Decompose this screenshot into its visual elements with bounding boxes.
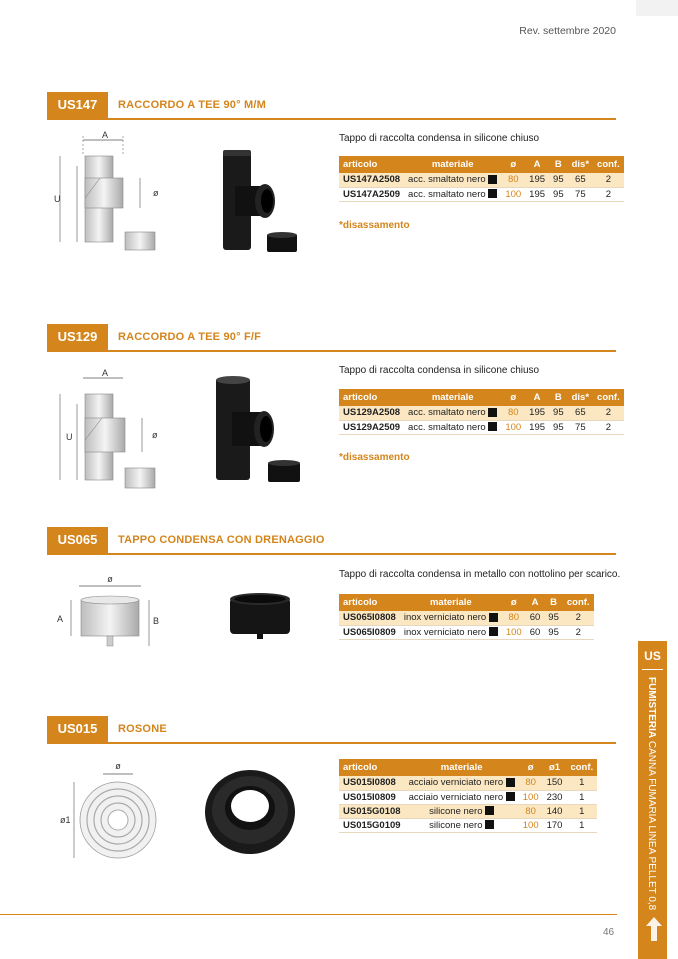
category-side-tab — [638, 641, 667, 959]
dim-diameter-label: ø — [152, 430, 158, 440]
footnote: *disassamento — [339, 220, 410, 231]
article-code: US129A2508 — [339, 406, 404, 420]
b-cell: 95 — [544, 625, 563, 639]
rosette-technical-drawing — [58, 760, 168, 865]
column-header: conf. — [593, 156, 624, 173]
diameter-cell: 80 — [519, 776, 543, 790]
column-header: articolo — [339, 594, 400, 611]
dim-a-label: A — [57, 614, 64, 624]
product-description: Tappo di raccolta condensa in silicone chiuso — [339, 365, 540, 376]
table-row — [339, 625, 594, 639]
conf-cell: 1 — [566, 804, 597, 818]
table-row — [339, 611, 594, 625]
category-name: CANNA FUMARIA LINEA PELLET 0,8 — [646, 740, 657, 911]
section-header — [47, 716, 616, 744]
column-header: conf. — [566, 759, 597, 776]
tee-technical-drawing — [50, 368, 170, 493]
column-header: materiale — [400, 594, 502, 611]
color-swatch — [485, 806, 494, 815]
article-code: US065I0808 — [339, 611, 400, 625]
cap-product-photo — [228, 590, 293, 640]
article-code: US065I0809 — [339, 625, 400, 639]
table-row — [339, 406, 624, 420]
color-swatch — [506, 792, 515, 801]
section-title: RACCORDO A TEE 90° M/M — [118, 99, 266, 111]
column-header: conf. — [593, 389, 624, 406]
conf-cell: 2 — [593, 406, 624, 420]
material-cell: acciaio verniciato nero — [405, 776, 519, 790]
dim-b-label: B — [153, 616, 160, 626]
column-header: dis* — [568, 389, 593, 406]
rosette-product-photo — [203, 768, 298, 858]
table-row — [339, 818, 597, 832]
material-cell: acc. smaltato nero — [404, 187, 501, 201]
tee-product-photo — [215, 150, 305, 255]
column-header: dis* — [568, 156, 593, 173]
column-header: materiale — [405, 759, 519, 776]
dim-diameter-label: ø — [107, 574, 113, 584]
column-header: A — [525, 389, 549, 406]
section-code: US065 — [47, 527, 108, 553]
section-header — [47, 92, 616, 120]
revision-label: Rev. settembre 2020 — [519, 25, 616, 37]
dim-diameter-label: ø — [153, 188, 159, 198]
section-us129 — [47, 324, 616, 352]
a-cell: 60 — [526, 625, 545, 639]
section-title: TAPPO CONDENSA CON DRENAGGIO — [118, 534, 325, 546]
dis-cell: 75 — [568, 420, 593, 434]
table-row — [339, 173, 624, 187]
a-cell: 195 — [525, 187, 549, 201]
section-code: US129 — [47, 324, 108, 350]
column-header: B — [549, 389, 568, 406]
material-cell: inox verniciato nero — [400, 625, 502, 639]
column-header: A — [526, 594, 545, 611]
column-header: B — [544, 594, 563, 611]
corner-box — [636, 0, 678, 16]
column-header: conf. — [563, 594, 594, 611]
footnote: *disassamento — [339, 452, 410, 463]
color-swatch — [488, 408, 497, 417]
material-cell: acc. smaltato nero — [404, 406, 501, 420]
table-row — [339, 187, 624, 201]
up-arrow-icon — [646, 917, 662, 941]
table-row — [339, 420, 624, 434]
d1-cell: 140 — [543, 804, 567, 818]
diameter-cell: 80 — [501, 406, 525, 420]
column-header: articolo — [339, 759, 405, 776]
dim-a-label: A — [101, 368, 109, 378]
tee-product-photo — [212, 376, 307, 486]
conf-cell: 1 — [566, 790, 597, 804]
a-cell: 195 — [525, 406, 549, 420]
article-code: US129A2509 — [339, 420, 404, 434]
section-header — [47, 527, 616, 555]
dis-cell: 75 — [568, 187, 593, 201]
article-code: US015I0809 — [339, 790, 405, 804]
diameter-cell: 100 — [502, 625, 526, 639]
column-header: ø1 — [543, 759, 567, 776]
diameter-cell: 100 — [519, 818, 543, 832]
cap-technical-drawing — [55, 572, 170, 662]
side-tab-code: US — [644, 649, 661, 663]
conf-cell: 2 — [593, 420, 624, 434]
column-header: materiale — [404, 156, 501, 173]
a-cell: 195 — [525, 173, 549, 187]
color-swatch — [485, 820, 494, 829]
conf-cell: 2 — [563, 625, 594, 639]
column-header: A — [525, 156, 549, 173]
material-cell: inox verniciato nero — [400, 611, 502, 625]
column-header: articolo — [339, 389, 404, 406]
a-cell: 60 — [526, 611, 545, 625]
category-bold: FUMISTERIA — [646, 677, 657, 739]
d1-cell: 230 — [543, 790, 567, 804]
section-us015 — [47, 716, 616, 744]
dis-cell: 65 — [568, 406, 593, 420]
dim-u-label: U — [54, 194, 61, 204]
diameter-cell: 100 — [501, 420, 525, 434]
b-cell: 95 — [549, 187, 568, 201]
section-us147 — [47, 92, 616, 120]
section-code: US015 — [47, 716, 108, 742]
table-row — [339, 804, 597, 818]
column-header: articolo — [339, 156, 404, 173]
column-header: ø — [502, 594, 526, 611]
conf-cell: 1 — [566, 818, 597, 832]
article-code: US015G0108 — [339, 804, 405, 818]
b-cell: 95 — [549, 420, 568, 434]
diameter-cell: 80 — [519, 804, 543, 818]
a-cell: 195 — [525, 420, 549, 434]
dim-diameter-label: ø — [115, 761, 121, 771]
d1-cell: 150 — [543, 776, 567, 790]
material-cell: acciaio verniciato nero — [405, 790, 519, 804]
product-description: Tappo di raccolta condensa in metallo con nottolino per scarico. — [339, 569, 621, 580]
column-header: ø — [501, 389, 525, 406]
spec-table — [339, 389, 624, 435]
product-description: Tappo di raccolta condensa in silicone chiuso — [339, 133, 540, 144]
section-code: US147 — [47, 92, 108, 118]
column-header: B — [549, 156, 568, 173]
material-cell: silicone nero — [405, 818, 519, 832]
section-title: ROSONE — [118, 723, 167, 735]
conf-cell: 2 — [593, 187, 624, 201]
article-code: US015G0109 — [339, 818, 405, 832]
table-row — [339, 776, 597, 790]
side-tab-divider — [642, 669, 663, 670]
color-swatch — [488, 175, 497, 184]
color-swatch — [506, 778, 515, 787]
diameter-cell: 100 — [519, 790, 543, 804]
conf-cell: 1 — [566, 776, 597, 790]
diameter-cell: 80 — [501, 173, 525, 187]
section-title: RACCORDO A TEE 90° F/F — [118, 331, 262, 343]
page-number: 46 — [603, 927, 615, 938]
article-code: US147A2508 — [339, 173, 404, 187]
dim-a-label: A — [101, 130, 109, 140]
spec-table — [339, 759, 597, 833]
section-header — [47, 324, 616, 352]
dim-d1-label: ø1 — [60, 815, 71, 825]
color-swatch — [489, 627, 498, 636]
color-swatch — [489, 613, 498, 622]
d1-cell: 170 — [543, 818, 567, 832]
diameter-cell: 100 — [501, 187, 525, 201]
color-swatch — [488, 189, 497, 198]
conf-cell: 2 — [593, 173, 624, 187]
b-cell: 95 — [549, 406, 568, 420]
footer-divider — [0, 914, 617, 915]
color-swatch — [488, 422, 497, 431]
table-row — [339, 790, 597, 804]
conf-cell: 2 — [563, 611, 594, 625]
dim-u-label: U — [66, 432, 73, 442]
dis-cell: 65 — [568, 173, 593, 187]
material-cell: silicone nero — [405, 804, 519, 818]
column-header: ø — [519, 759, 543, 776]
spec-table — [339, 156, 624, 202]
side-tab-category — [646, 677, 657, 910]
column-header: materiale — [404, 389, 501, 406]
diameter-cell: 80 — [502, 611, 526, 625]
spec-table — [339, 594, 594, 640]
article-code: US147A2509 — [339, 187, 404, 201]
b-cell: 95 — [544, 611, 563, 625]
section-us065 — [47, 527, 616, 555]
column-header: ø — [501, 156, 525, 173]
material-cell: acc. smaltato nero — [404, 420, 501, 434]
article-code: US015I0808 — [339, 776, 405, 790]
b-cell: 95 — [549, 173, 568, 187]
material-cell: acc. smaltato nero — [404, 173, 501, 187]
tee-technical-drawing — [50, 130, 170, 255]
